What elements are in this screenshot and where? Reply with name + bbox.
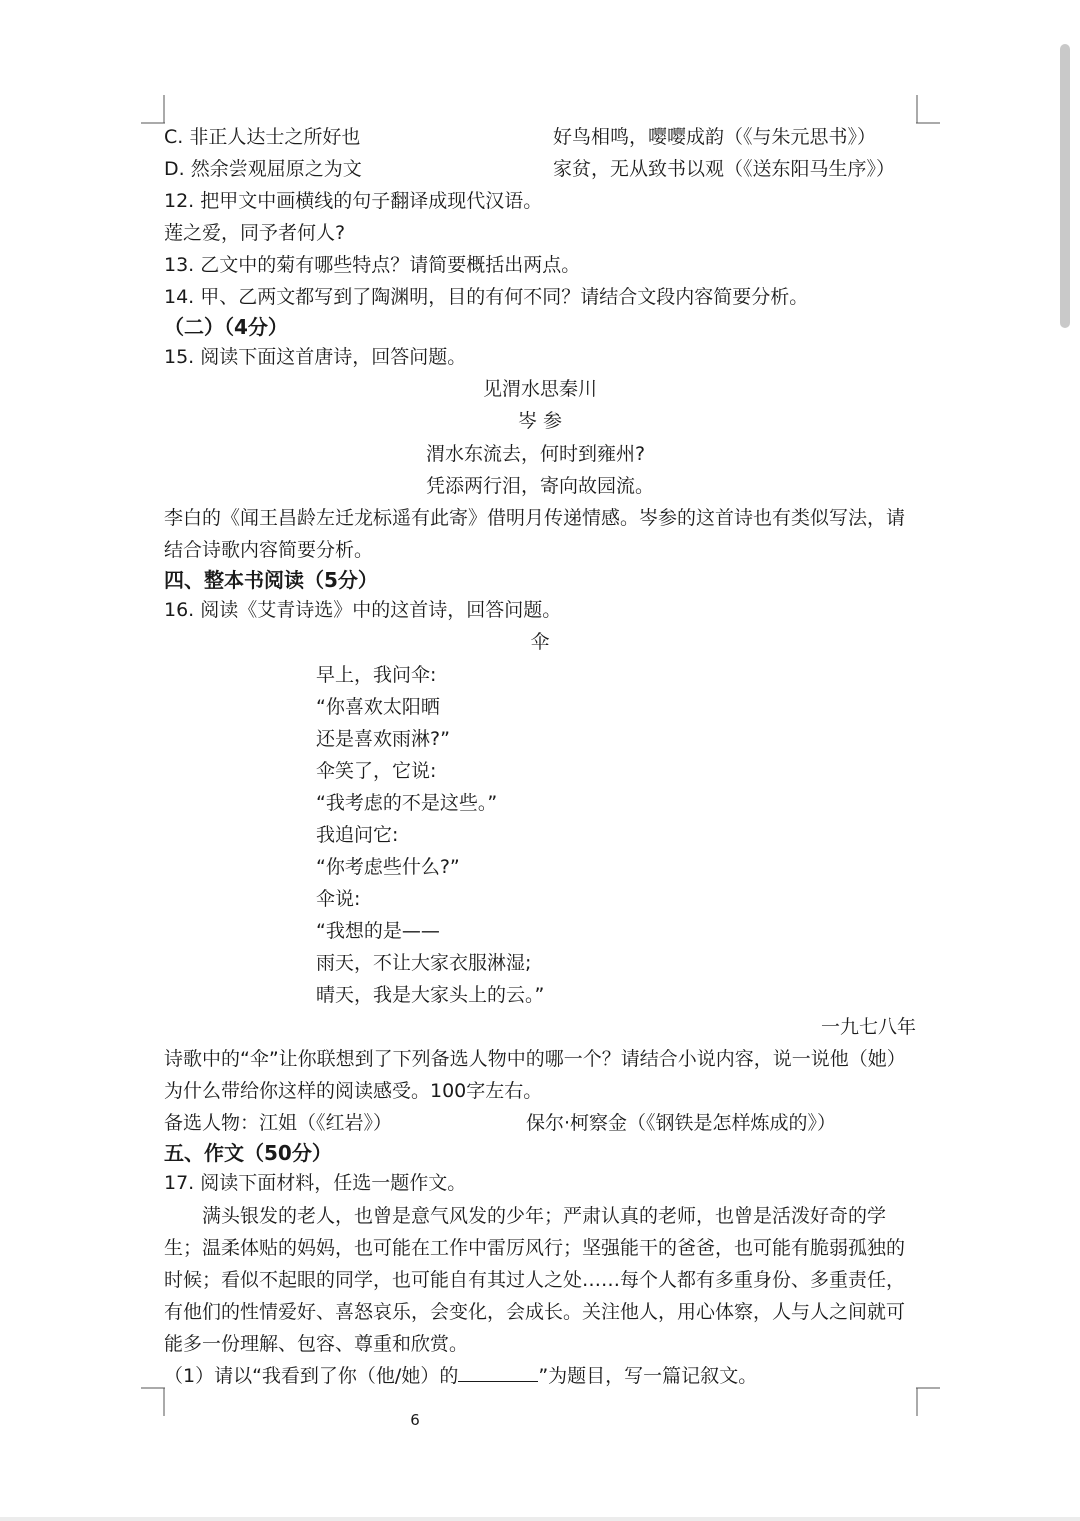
crop-mark-top-right (916, 95, 940, 125)
question-15: 15. 阅读下面这首唐诗，回答问题。 (164, 346, 467, 368)
material-paragraph-line: 时候；看似不起眼的同学，也可能自有其过人之处……每个人都有多重身份、多重责任， (164, 1269, 906, 1291)
umbrella-poem-line: 我追问它: (316, 824, 399, 846)
question-12-sentence: 莲之爱，同予者何人? (164, 222, 346, 244)
essay-prompt-1 (164, 1363, 757, 1389)
candidate-left: 备选人物：江姐（《红岩》） (164, 1112, 393, 1134)
poem-line-2: 凭添两行泪，寄向故园流。 (426, 475, 655, 497)
essay-prompt-1-before: （1）请以“我看到了你（他/她）的 (164, 1365, 459, 1387)
essay-prompt-1-after: ”为题目，写一篇记叙文。 (538, 1365, 758, 1387)
question-16-prompt-1: 诗歌中的“伞”让你联想到了下列备选人物中的哪一个？请结合小说内容，说一说他（她） (164, 1048, 906, 1070)
question-15-prompt-1: 李白的《闻王昌龄左迁龙标遥有此寄》借明月传递情感。岑参的这首诗也有类似写法，请 (164, 507, 906, 529)
umbrella-poem-line: “你喜欢太阳晒 (316, 696, 440, 718)
crop-mark-top-left (141, 95, 165, 125)
material-paragraph-line: 满头银发的老人，也曾是意气风发的少年；严肃认真的老师，也曾是活泼好奇的学 (202, 1205, 887, 1227)
question-12: 12. 把甲文中画横线的句子翻译成现代汉语。 (164, 190, 543, 212)
vertical-scrollbar[interactable] (1060, 44, 1070, 328)
umbrella-poem-line: 雨天，不让大家衣服淋湿; (316, 952, 532, 974)
section-4-heading: 四、整本书阅读（5分） (164, 568, 378, 592)
option-c-right: 好鸟相鸣，嘤嘤成韵（《与朱元思书》） (553, 126, 877, 148)
question-16-prompt-2: 为什么带给你这样的阅读感受。100字左右。 (164, 1080, 543, 1102)
bottom-divider (0, 1517, 1080, 1521)
umbrella-poem-line: 早上，我问伞: (316, 664, 437, 686)
poem-title: 见渭水思秦川 (482, 378, 597, 400)
question-15-prompt-2: 结合诗歌内容简要分析。 (164, 539, 374, 561)
option-c-left: C. 非正人达士之所好也 (164, 126, 361, 148)
umbrella-poem-line: “我考虑的不是这些。” (316, 792, 498, 814)
material-paragraph-line: 有他们的性情爱好、喜怒哀乐，会变化，会成长。关注他人，用心体察，人与人之间就可 (164, 1301, 906, 1323)
crop-mark-bottom-left (141, 1386, 165, 1416)
umbrella-poem-line: “我想的是—— (316, 920, 440, 942)
umbrella-poem-line: 还是喜欢雨淋?” (316, 728, 450, 750)
umbrella-poem-line: 晴天，我是大家头上的云。” (316, 984, 545, 1006)
umbrella-poem-line: “你考虑些什么?” (316, 856, 460, 878)
section-5-heading: 五、作文（50分） (164, 1141, 332, 1165)
poem-date: 一九七八年 (820, 1016, 916, 1038)
question-14: 14. 甲、乙两文都写到了陶渊明，目的有何不同？请结合文段内容简要分析。 (164, 286, 809, 308)
question-17: 17. 阅读下面材料，任选一题作文。 (164, 1172, 467, 1194)
page-number: 6 (410, 1411, 420, 1429)
crop-mark-bottom-right (916, 1386, 940, 1416)
material-paragraph-line: 生；温柔体贴的妈妈，也可能在工作中雷厉风行；坚强能干的爸爸，也可能有脆弱孤独的 (164, 1237, 906, 1259)
poem-author: 岑 参 (517, 410, 563, 432)
section-2-heading: （二）（4分） (164, 315, 288, 339)
option-d-left: D. 然余尝观屈原之为文 (164, 158, 362, 180)
poem-line-1: 渭水东流去，何时到雍州? (426, 443, 646, 465)
umbrella-poem-title: 伞 (530, 631, 550, 653)
umbrella-poem-line: 伞说: (316, 888, 361, 910)
umbrella-poem-line: 伞笑了，它说: (316, 760, 437, 782)
option-d-right: 家贫，无从致书以观（《送东阳马生序》） (553, 158, 896, 180)
title-blank (458, 1363, 538, 1382)
material-paragraph-line: 能多一份理解、包容、尊重和欣赏。 (164, 1333, 469, 1355)
question-13: 13. 乙文中的菊有哪些特点？请简要概括出两点。 (164, 254, 581, 276)
question-16: 16. 阅读《艾青诗选》中的这首诗，回答问题。 (164, 599, 562, 621)
candidate-right: 保尔·柯察金（《钢铁是怎样炼成的》） (526, 1112, 837, 1134)
